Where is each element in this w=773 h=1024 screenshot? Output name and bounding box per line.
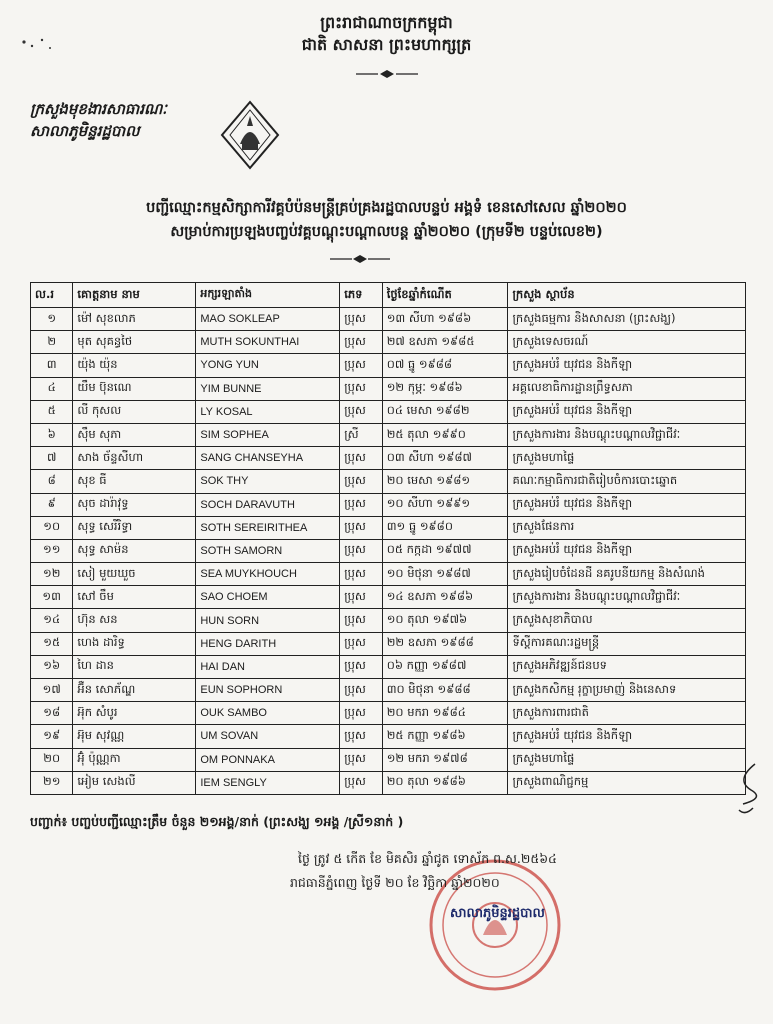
title-line-1: បញ្ជីឈ្មោះកម្មសិក្សាការីវគ្គបំប៉នមន្ត្រីគ្រប់គ្រងរដ្ឋបាលបន្ទប់ អង្គទំ ខេនសៅសេល ឆ្នាំ២០២០ xyxy=(146,200,627,216)
cell-ministry: ក្រសួងអប់រំ យុវជន និងកីឡា xyxy=(508,400,746,423)
kingdom-header xyxy=(0,12,773,56)
cell-khmer-name: សុខ ធី xyxy=(73,470,196,493)
cell-latin-name: OM PONNAKA xyxy=(196,748,340,771)
cell-latin-name: HAI DAN xyxy=(196,655,340,678)
cell-sex: ប្រុស xyxy=(340,539,383,562)
cell-latin-name: OUK SAMBO xyxy=(196,702,340,725)
cell-khmer-name: អ៊ុំ ប៉ុណ្ណកា xyxy=(73,748,196,771)
table-row xyxy=(31,493,746,516)
cell-ministry: ក្រសួងរៀបចំដែនដី នគរូបនីយកម្ម និងសំណង់ xyxy=(508,563,746,586)
cell-ministry: ក្រសួងទេសចរណ៍ xyxy=(508,331,746,354)
cell-number: ១៨ xyxy=(31,702,73,725)
col-header-birthdate: ថ្ងៃខែឆ្នាំកំណើត xyxy=(382,283,508,308)
participant-table xyxy=(30,282,746,795)
cell-number: ២ xyxy=(31,331,73,354)
cell-ministry: ក្រសួងអប់រំ យុវជន និងកីឡា xyxy=(508,539,746,562)
table-row xyxy=(31,331,746,354)
table-row xyxy=(31,400,746,423)
cell-khmer-name: ហៃ ដាន xyxy=(73,655,196,678)
cell-sex: ប្រុស xyxy=(340,632,383,655)
cell-latin-name: MUTH SOKUNTHAI xyxy=(196,331,340,354)
cell-latin-name: SIM SOPHEA xyxy=(196,423,340,446)
cell-latin-name: YONG YUN xyxy=(196,354,340,377)
col-header-khmer-name: គោត្តនាម នាម xyxy=(73,283,196,308)
solar-date: រាជធានីភ្នំពេញ ថ្ងៃទី ២០ ខែ វិច្ឆិកា ឆ្នាំ២០២០ xyxy=(290,875,500,890)
lunar-date: ថ្ងៃ ត្រូវ ៥ កើត ខែ មិគសិរ ឆ្នាំជូត ទោស័ក ព.ស.២៥៦៤ xyxy=(298,851,557,866)
table-row xyxy=(31,447,746,470)
cell-number: ៥ xyxy=(31,400,73,423)
signing-office: សាលាភូមិន្ទរដ្ឋបាល xyxy=(450,906,545,921)
cell-number: ៤ xyxy=(31,377,73,400)
cell-number: ១០ xyxy=(31,516,73,539)
table-row xyxy=(31,725,746,748)
school-name: សាលាភូមិន្ទរដ្ឋបាល xyxy=(30,122,140,140)
table-row xyxy=(31,539,746,562)
cell-khmer-name: លី កុសល xyxy=(73,400,196,423)
cell-number: ៧ xyxy=(31,447,73,470)
table-row xyxy=(31,655,746,678)
cell-latin-name: EUN SOPHORN xyxy=(196,679,340,702)
cell-sex: ប្រុស xyxy=(340,516,383,539)
cell-khmer-name: យ៉ុង យ៉ុន xyxy=(73,354,196,377)
cell-khmer-name: អ៊ុម សុវណ្ណ xyxy=(73,725,196,748)
cell-number: ៨ xyxy=(31,470,73,493)
cell-birthdate: ២៥ តុលា ១៩៩០ xyxy=(382,423,508,446)
cell-ministry: ក្រសួងមហាផ្ទៃ xyxy=(508,748,746,771)
cell-latin-name: HUN SORN xyxy=(196,609,340,632)
table-row xyxy=(31,679,746,702)
cell-ministry: ក្រសួងអភិវឌ្ឍន៍ជនបទ xyxy=(508,655,746,678)
cell-sex: ប្រុស xyxy=(340,377,383,400)
cell-ministry: ក្រសួងពាណិជ្ជកម្ម xyxy=(508,771,746,794)
cell-number: ១៧ xyxy=(31,679,73,702)
cell-ministry: ក្រសួងធម្មការ និងសាសនា (ព្រះសង្ឃ) xyxy=(508,308,746,331)
cell-latin-name: UM SOVAN xyxy=(196,725,340,748)
cell-sex: ប្រុស xyxy=(340,470,383,493)
col-header-ministry: ក្រសួង ស្ថាប័ន xyxy=(508,283,746,308)
cell-ministry: ក្រសួងការងារ និងបណ្តុះបណ្តាលវិជ្ជាជីវៈ xyxy=(508,586,746,609)
document-title xyxy=(0,196,773,244)
table-row xyxy=(31,609,746,632)
cell-birthdate: ២០ មករា ១៩៨៤ xyxy=(382,702,508,725)
cell-khmer-name: មុត សុគន្ធថៃ xyxy=(73,331,196,354)
cell-number: ១៣ xyxy=(31,586,73,609)
cell-sex: ប្រុស xyxy=(340,725,383,748)
table-row xyxy=(31,354,746,377)
cell-latin-name: SAO CHOEM xyxy=(196,586,340,609)
cell-birthdate: ១៤ ឧសភា ១៩៨៦ xyxy=(382,586,508,609)
cell-birthdate: ០៤ មេសា ១៩៨២ xyxy=(382,400,508,423)
cell-latin-name: HENG DARITH xyxy=(196,632,340,655)
cell-ministry: ទីស្តីការគណៈរដ្ឋមន្ត្រី xyxy=(508,632,746,655)
cell-latin-name: LY KOSAL xyxy=(196,400,340,423)
header-ornament xyxy=(356,70,418,78)
cell-khmer-name: សុទ្ធ សាម៉ន xyxy=(73,539,196,562)
cell-birthdate: ៣០ មិថុនា ១៩៨៨ xyxy=(382,679,508,702)
table-row xyxy=(31,702,746,725)
table-row xyxy=(31,470,746,493)
cell-khmer-name: យឹម ប៊ុនណេ xyxy=(73,377,196,400)
cell-number: ១៦ xyxy=(31,655,73,678)
cell-sex: ប្រុស xyxy=(340,331,383,354)
cell-ministry: ក្រសួងការងារ និងបណ្តុះបណ្តាលវិជ្ជាជីវៈ xyxy=(508,423,746,446)
cell-latin-name: SOTH SAMORN xyxy=(196,539,340,562)
cell-latin-name: MAO SOKLEAP xyxy=(196,308,340,331)
cell-number: ៣ xyxy=(31,354,73,377)
cell-number: ១៥ xyxy=(31,632,73,655)
cell-birthdate: ១៣ សីហា ១៩៨៦ xyxy=(382,308,508,331)
cell-ministry: ក្រសួងអប់រំ យុវជន និងកីឡា xyxy=(508,354,746,377)
cell-sex: ប្រុស xyxy=(340,400,383,423)
cell-sex: ប្រុស xyxy=(340,308,383,331)
cell-ministry: ក្រសួងមហាផ្ទៃ xyxy=(508,447,746,470)
cell-birthdate: ២៧ ឧសភា ១៩៨៥ xyxy=(382,331,508,354)
cell-birthdate: ២៥ កញ្ញា ១៩៨៦ xyxy=(382,725,508,748)
cell-khmer-name: សុទ្ធ សេរីរិទ្ធា xyxy=(73,516,196,539)
cell-khmer-name: ហេង ដារិទ្ធ xyxy=(73,632,196,655)
cell-number: ២១ xyxy=(31,771,73,794)
cell-birthdate: ១២ មករា ១៩៧៨ xyxy=(382,748,508,771)
cell-sex: ប្រុស xyxy=(340,702,383,725)
col-header-sex: ភេទ xyxy=(340,283,383,308)
cell-latin-name: SEA MUYKHOUCH xyxy=(196,563,340,586)
cell-sex: ប្រុស xyxy=(340,447,383,470)
cell-latin-name: SOTH SEREIRITHEA xyxy=(196,516,340,539)
cell-ministry: គណៈកម្មាធិការជាតិរៀបចំការបោះឆ្នោត xyxy=(508,470,746,493)
table-row xyxy=(31,748,746,771)
cell-latin-name: SANG CHANSEYHA xyxy=(196,447,340,470)
cell-ministry: ក្រសួងអប់រំ យុវជន និងកីឡា xyxy=(508,493,746,516)
table-row xyxy=(31,377,746,400)
cell-latin-name: YIM BUNNE xyxy=(196,377,340,400)
table-body xyxy=(31,308,746,795)
cell-sex: ប្រុស xyxy=(340,748,383,771)
cell-khmer-name: អ៊ុក សំបូរ xyxy=(73,702,196,725)
cell-sex: ប្រុស xyxy=(340,563,383,586)
cell-number: ៦ xyxy=(31,423,73,446)
cell-ministry: ក្រសួងអប់រំ យុវជន និងកីឡា xyxy=(508,725,746,748)
table-row xyxy=(31,423,746,446)
cell-sex: ស្រី xyxy=(340,423,383,446)
cell-number: ១៤ xyxy=(31,609,73,632)
cell-birthdate: ០៦ កញ្ញា ១៩៨៧ xyxy=(382,655,508,678)
cell-birthdate: ១០ តុលា ១៩៧៦ xyxy=(382,609,508,632)
cell-birthdate: ០៧ ធ្នូ ១៩៨៨ xyxy=(382,354,508,377)
cell-sex: ប្រុស xyxy=(340,679,383,702)
initial-signature xyxy=(725,760,765,820)
nation-motto: ជាតិ សាសនា ព្រះមហាក្សត្រ xyxy=(301,35,472,54)
cell-khmer-name: អ៊ឺន សោភ័ណ្ឌ xyxy=(73,679,196,702)
cell-birthdate: ១០ មិថុនា ១៩៨៧ xyxy=(382,563,508,586)
cell-sex: ប្រុស xyxy=(340,493,383,516)
table-header-row xyxy=(31,283,746,308)
title-ornament xyxy=(330,255,390,263)
table-row xyxy=(31,516,746,539)
cell-ministry: អគ្គលេខាធិការដ្ឋានព្រឹទ្ធសភា xyxy=(508,377,746,400)
cell-latin-name: SOK THY xyxy=(196,470,340,493)
cell-khmer-name: សុច ដារ៉ាវុទ្ធ xyxy=(73,493,196,516)
cell-number: ១២ xyxy=(31,563,73,586)
cell-khmer-name: ម៉ៅ សុខលាភ xyxy=(73,308,196,331)
title-line-2: សម្រាប់ការប្រឡងបញ្ចប់វគ្គបណ្តុះបណ្តាលបន្ត ឆ្នាំ២០២០ (ក្រុមទី២ បន្ទប់លេខ២) xyxy=(170,224,603,240)
cell-sex: ប្រុស xyxy=(340,771,383,794)
cell-khmer-name: សាង ច័ន្ទសីហា xyxy=(73,447,196,470)
cell-ministry: ក្រសួងផែនការ xyxy=(508,516,746,539)
col-header-latin-name: អក្សរឡាតាំង xyxy=(196,283,340,308)
cell-number: ២០ xyxy=(31,748,73,771)
cell-sex: ប្រុស xyxy=(340,354,383,377)
cell-birthdate: ២២ ឧសភា ១៩៨៨ xyxy=(382,632,508,655)
footnote: បញ្ជាក់៖ បញ្ចប់បញ្ជីឈ្មោះត្រឹម ចំនួន ២១អង្គ/នាក់ (ព្រះសង្ឃ ១អង្គ /ស្រី១នាក់ ) xyxy=(30,814,404,829)
cell-birthdate: ២០ តុលា ១៩៨៦ xyxy=(382,771,508,794)
cell-ministry: ក្រសួងកសិកម្ម រុក្ខាប្រមាញ់ និងនេសាទ xyxy=(508,679,746,702)
table-row xyxy=(31,632,746,655)
cell-khmer-name: សៀ មួយឃួច xyxy=(73,563,196,586)
cell-number: ១ xyxy=(31,308,73,331)
cell-khmer-name: អៀម សេងលី xyxy=(73,771,196,794)
cell-latin-name: SOCH DARAVUTH xyxy=(196,493,340,516)
cell-birthdate: ០៣ សីហា ១៩៨៧ xyxy=(382,447,508,470)
table-row xyxy=(31,563,746,586)
school-emblem-icon xyxy=(220,100,280,170)
table-row xyxy=(31,586,746,609)
col-header-number: ល.រ xyxy=(31,283,73,308)
cell-birthdate: ១០ សីហា ១៩៩១ xyxy=(382,493,508,516)
cell-number: ១១ xyxy=(31,539,73,562)
cell-sex: ប្រុស xyxy=(340,655,383,678)
ministry-name: ក្រសួងមុខងារសាធារណៈ xyxy=(30,100,167,118)
cell-sex: ប្រុស xyxy=(340,609,383,632)
kingdom-title: ព្រះរាជាណាចក្រកម្ពុជា xyxy=(320,13,453,32)
cell-khmer-name: ហ៊ុន សន xyxy=(73,609,196,632)
cell-birthdate: ០៥ កក្កដា ១៩៧៧ xyxy=(382,539,508,562)
cell-birthdate: ៣១ ធ្នូ ១៩៨០ xyxy=(382,516,508,539)
table-row xyxy=(31,308,746,331)
table-row xyxy=(31,771,746,794)
cell-latin-name: IEM SENGLY xyxy=(196,771,340,794)
cell-number: ១៩ xyxy=(31,725,73,748)
cell-birthdate: ១២ កុម្ភៈ ១៩៨៦ xyxy=(382,377,508,400)
ministry-block xyxy=(30,98,167,142)
cell-number: ៩ xyxy=(31,493,73,516)
cell-sex: ប្រុស xyxy=(340,586,383,609)
cell-ministry: ក្រសួងការពារជាតិ xyxy=(508,702,746,725)
cell-khmer-name: សៅ ចឹម xyxy=(73,586,196,609)
cell-birthdate: ២០ មេសា ១៩៨១ xyxy=(382,470,508,493)
cell-ministry: ក្រសួងសុខាភិបាល xyxy=(508,609,746,632)
cell-khmer-name: ស៊ឹម សុភា xyxy=(73,423,196,446)
